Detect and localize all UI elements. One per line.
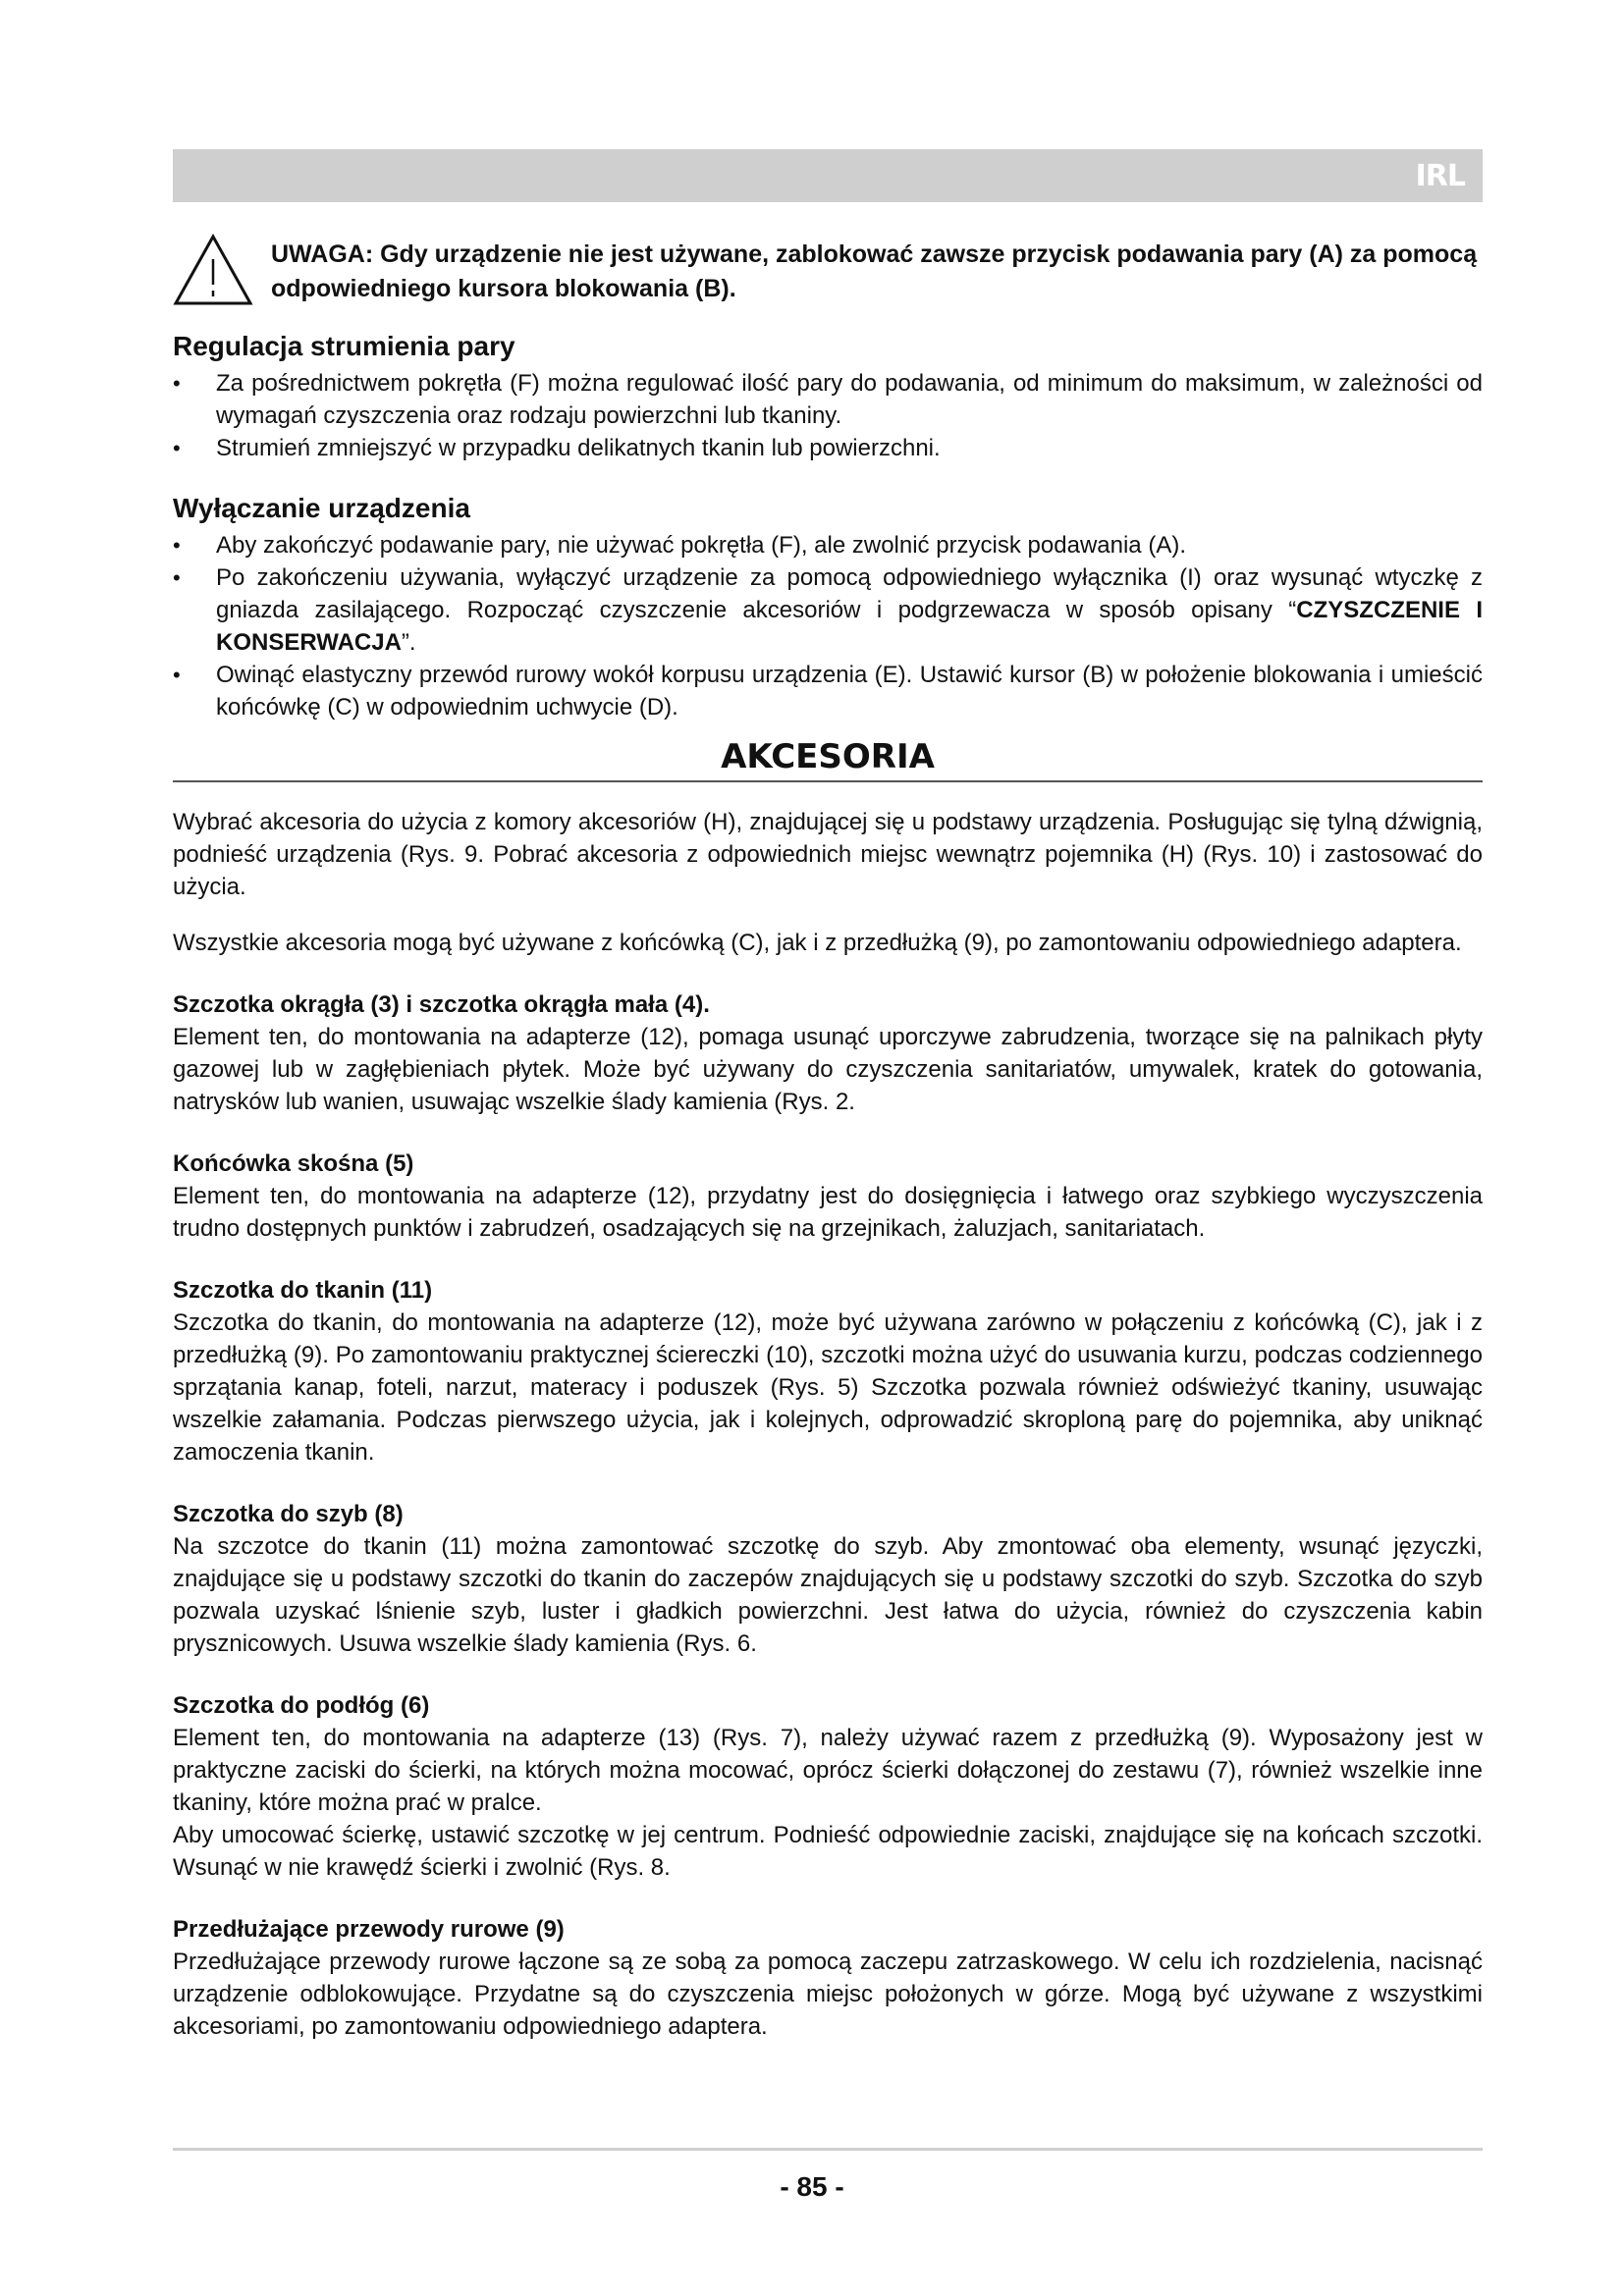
akcesoria-intro-1: Wybrać akcesoria do użycia z komory akcesoriów (H), znajdującej się u podstawy urządzenia. Posługując się tylną dźwignią, podnieść urządzenia (Rys. 9. Pobrać akcesoria z odpowiednich miejsc wewnątrz pojemnika (H) (Rys. 10) i zastosować do użycia. [173,809,1483,900]
section-title-regulacja: Regulacja strumienia pary [173,331,515,361]
accessory-title: Szczotka do szyb (8) [173,1501,404,1527]
accessory-title: Końcówka skośna (5) [173,1150,414,1177]
list-item: • Strumień zmniejszyć w przypadku delikatnych tkanin lub powierzchni. [173,432,1483,464]
accessory-text: Element ten, do montowania na adapterze (12), pomaga usunąć uporczywe zabrudzenia, tworzące się na palnikach płyty gazowej lub w zagłębieniach płytek. Może być używany do czyszczenia sanitariatów, umywalek, kratek do gotowania, natrysków lub wanien, usuwając wszelkie ślady kamienia (Rys. 2. [173,1024,1483,1115]
accessory-text: Szczotka do tkanin, do montowania na adapterze (12), może być używana zarówno w połączeniu z końcówką (C), jak i z przedłużką (9). Po zamontowaniu praktycznej ściereczki (10), szczotki można użyć do usuwania kurzu, podczas codziennego sprzątania kanap, foteli, narzut, materacy i poduszek (Rys. 5) Szczotka pozwala również odświeżyć tkaniny, usuwając wszelkie załamania. Podczas pierwszego użycia, jak i kolejnych, odprowadzić skroploną parę do pojemnika, aby uniknąć zamoczenia tkanin. [173,1309,1483,1466]
header-bar [173,149,1483,202]
warning-text: UWAGA: Gdy urządzenie nie jest używane, zablokować zawsze przycisk podawania pary (A) za pomocą odpowiedniego kursora blokowania (B). [271,240,1478,302]
accessory-title: Szczotka do tkanin (11) [173,1277,433,1304]
list-item-bold: CZYSZCZENIE I KONSERWACJA [216,597,1484,656]
page-content [173,149,1483,2043]
accessory-text: Element ten, do montowania na adapterze (12), przydatny jest do dosięgnięcia i łatwego oraz szybkiego wyczyszczenia trudno dostępnych punktów i zabrudzeń, osadzających się na grzejnikach, żaluzjach, sanitariatach. [173,1183,1483,1242]
akcesoria-intro-2: Wszystkie akcesoria mogą być używane z końcówką (C), jak i z przedłużką (9), po zamontowaniu odpowiedniego adaptera. [173,930,1462,956]
warning-triangle-icon [173,234,253,306]
page-number: - 85 - [780,2171,844,2202]
language-code: IRL [1415,159,1465,193]
accessory-title: Szczotka do podłóg (6) [173,1692,430,1719]
accessory-text-2: Aby umocować ścierkę, ustawić szczotkę w jej centrum. Podnieść odpowiednie zaciski, znajdujące się na końcach szczotki. Wsunąć w nie krawędź ścierki i zwolnić (Rys. 8. [173,1822,1483,1881]
section-title-wylaczanie: Wyłączanie urządzenia [173,493,470,523]
accessory-title: Szczotka okrągła (3) i szczotka okrągła mała (4). [173,991,710,1018]
list-item-end: ”. [401,629,416,656]
warning-block [173,230,1483,306]
accessory-text: Na szczotce do tkanin (11) można zamontować szczotkę do szyb. Aby zmontować oba elementy, wsunąć języczki, znajdujące się u podstawy szczotki do tkanin do zaczepów znajdujących się u podstawy szczotki do szyb. Szczotka do szyb pozwala uzyskać lśnienie szyb, luster i gładkich powierzchni. Jest łatwa do użycia, również do czyszczenia kabin prysznicowych. Usuwa wszelkie ślady kamienia (Rys. 6. [173,1533,1483,1657]
regulacja-list [173,367,1483,464]
list-item: • Owinąć elastyczny przewód rurowy wokół korpusu urządzenia (E). Ustawić kursor (B) w położenie blokowania i umieścić końcówkę (C) w odpowiednim uchwycie (D). [173,659,1483,723]
wylaczanie-list [173,529,1483,723]
list-item: • Za pośrednictwem pokrętła (F) można regulować ilość pary do podawania, od minimum do maksimum, w zależności od wymagań czyszczenia oraz rodzaju powierzchni lub tkaniny. [173,367,1483,432]
footer-rule [173,2148,1483,2151]
list-item-text: Po zakończeniu używania, wyłączyć urządzenie za pomocą odpowiedniego wyłącznika (I) oraz wysunąć wtyczkę z gniazda zasilającego. Rozpocząć czyszczenie akcesoriów i podgrzewacza w sposób opisany “ [216,564,1483,623]
akcesoria-title: AKCESORIA [173,737,1483,782]
list-item: • Aby zakończyć podawanie pary, nie używać pokrętła (F), ale zwolnić przycisk podawania (A). [173,529,1483,561]
accessory-text: Element ten, do montowania na adapterze (13) (Rys. 7), należy używać razem z przedłużką (9). Wyposażony jest w praktyczne zaciski do ścierki, na których można mocować, oprócz ścierki dołączonej do zestawu (7), również wszelkie inne tkaniny, które można prać w pralce. [173,1725,1483,1816]
accessory-title: Przedłużające przewody rurowe (9) [173,1916,565,1943]
list-item [173,561,1483,659]
accessory-text: Przedłużające przewody rurowe łączone są ze sobą za pomocą zaczepu zatrzaskowego. W celu ich rozdzielenia, nacisnąć urządzenie odblokowujące. Przydatne są do czyszczenia miejsc położonych w górze. Mogą być używane z wszystkimi akcesoriami, po zamontowaniu odpowiedniego adaptera. [173,1949,1483,2040]
